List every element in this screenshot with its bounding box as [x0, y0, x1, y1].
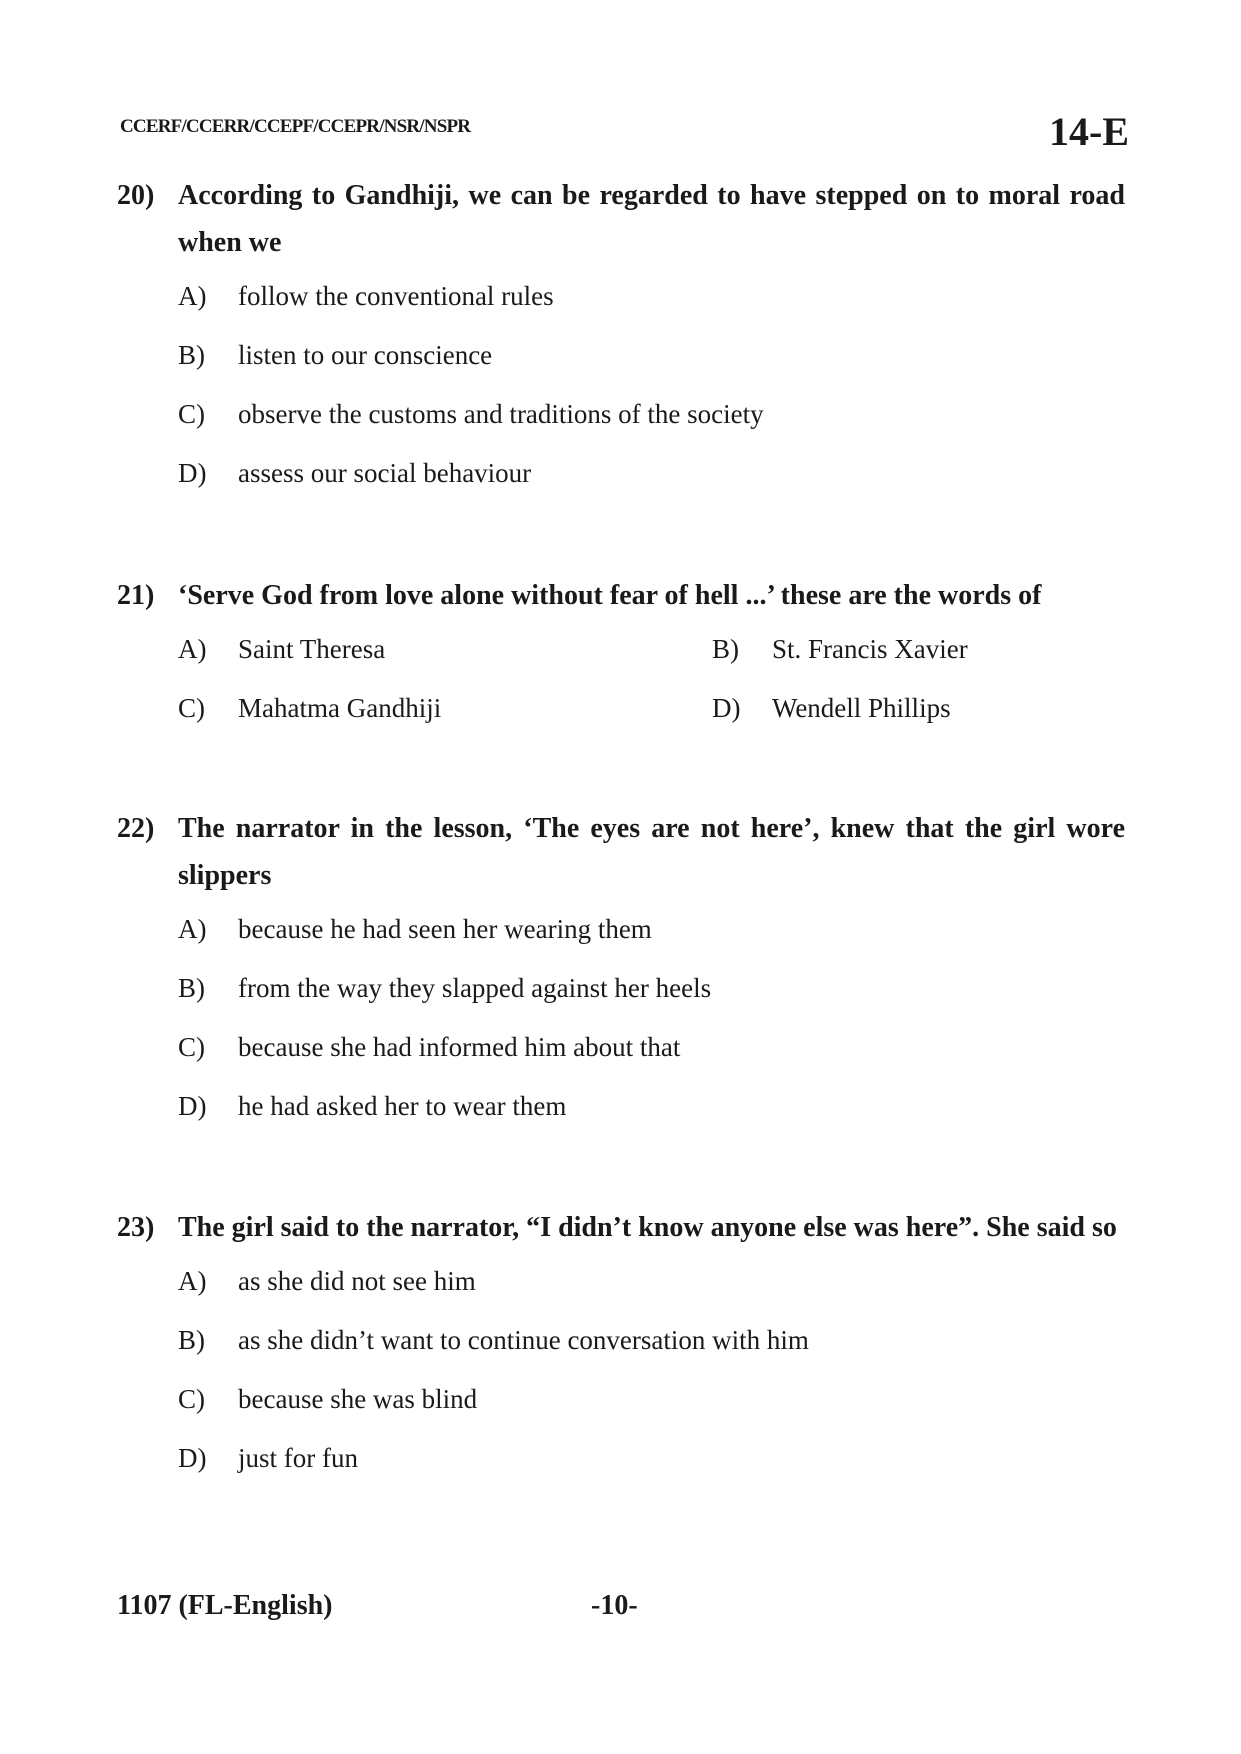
option-c: [178, 1379, 1125, 1438]
option-c: [178, 688, 712, 747]
question-22: [117, 805, 1125, 1145]
option-c: [178, 1027, 1125, 1086]
option-letter: B): [178, 340, 205, 370]
option-a: [178, 909, 1125, 968]
option-text: St. Francis Xavier: [772, 634, 968, 664]
option-text: assess our social behaviour: [238, 458, 532, 488]
option-text: Mahatma Gandhiji: [238, 693, 442, 723]
footer-paper-code: 1107 (FL-English): [117, 1590, 333, 1621]
option-letter: A): [178, 634, 207, 664]
option-b: [712, 629, 1125, 688]
option-letter: D): [178, 458, 207, 488]
option-b: [178, 1320, 1125, 1379]
question-text: The girl said to the narrator, “I didn’t know anyone else was here”. She said so: [178, 1212, 1117, 1243]
header-code: CCERF/CCERR/CCEPF/CCEPR/NSR/NSPR: [120, 116, 471, 137]
question-number: 21): [117, 580, 155, 611]
option-b: [178, 968, 1125, 1027]
option-letter: C): [178, 1032, 205, 1062]
question-text: ‘Serve God from love alone without fear of hell ...’ these are the words of: [178, 580, 1042, 611]
option-text: just for fun: [238, 1443, 358, 1473]
question-number: 23): [117, 1212, 155, 1243]
option-text: listen to our conscience: [238, 340, 493, 370]
question-23: [117, 1204, 1125, 1497]
option-text: because she was blind: [238, 1384, 478, 1414]
option-d: [178, 1438, 1125, 1497]
option-a: [178, 276, 1125, 335]
option-text: as she did not see him: [238, 1266, 476, 1296]
options-list: [178, 276, 1125, 512]
option-letter: C): [178, 399, 205, 429]
option-d: [178, 453, 1125, 512]
option-c: [178, 394, 1125, 453]
question-number: 22): [117, 813, 155, 844]
option-letter: A): [178, 281, 207, 311]
option-letter: A): [178, 1266, 207, 1296]
option-d: [712, 688, 1125, 747]
page-number: -10-: [591, 1590, 638, 1621]
question-text: According to Gandhiji, we can be regarded to have stepped on to moral road when we: [178, 180, 1125, 258]
option-letter: B): [712, 634, 739, 664]
option-letter: D): [712, 693, 741, 723]
option-letter: B): [178, 973, 205, 1003]
option-b: [178, 335, 1125, 394]
option-text: follow the conventional rules: [238, 281, 554, 311]
option-letter: A): [178, 914, 207, 944]
option-text: from the way they slapped against her heels: [238, 973, 712, 1003]
option-letter: B): [178, 1325, 205, 1355]
question-20: [117, 172, 1125, 512]
option-text: because he had seen her wearing them: [238, 914, 652, 944]
options-grid: [178, 629, 1125, 747]
option-letter: D): [178, 1443, 207, 1473]
option-text: Wendell Phillips: [772, 693, 951, 723]
option-letter: D): [178, 1091, 207, 1121]
option-text: Saint Theresa: [238, 634, 386, 664]
question-text: The narrator in the lesson, ‘The eyes are not here’, knew that the girl wore slippers: [178, 813, 1125, 891]
question-21: [117, 572, 1125, 747]
option-d: [178, 1086, 1125, 1145]
option-text: because she had informed him about that: [238, 1032, 681, 1062]
option-letter: C): [178, 693, 205, 723]
option-text: he had asked her to wear them: [238, 1091, 567, 1121]
option-letter: C): [178, 1384, 205, 1414]
options-list: [178, 909, 1125, 1145]
options-list: [178, 1261, 1125, 1497]
option-a: [178, 629, 712, 688]
set-code: 14-E: [1049, 109, 1129, 154]
option-text: observe the customs and traditions of the society: [238, 399, 764, 429]
question-number: 20): [117, 180, 155, 211]
option-text: as she didn’t want to continue conversation with him: [238, 1325, 809, 1355]
option-a: [178, 1261, 1125, 1320]
